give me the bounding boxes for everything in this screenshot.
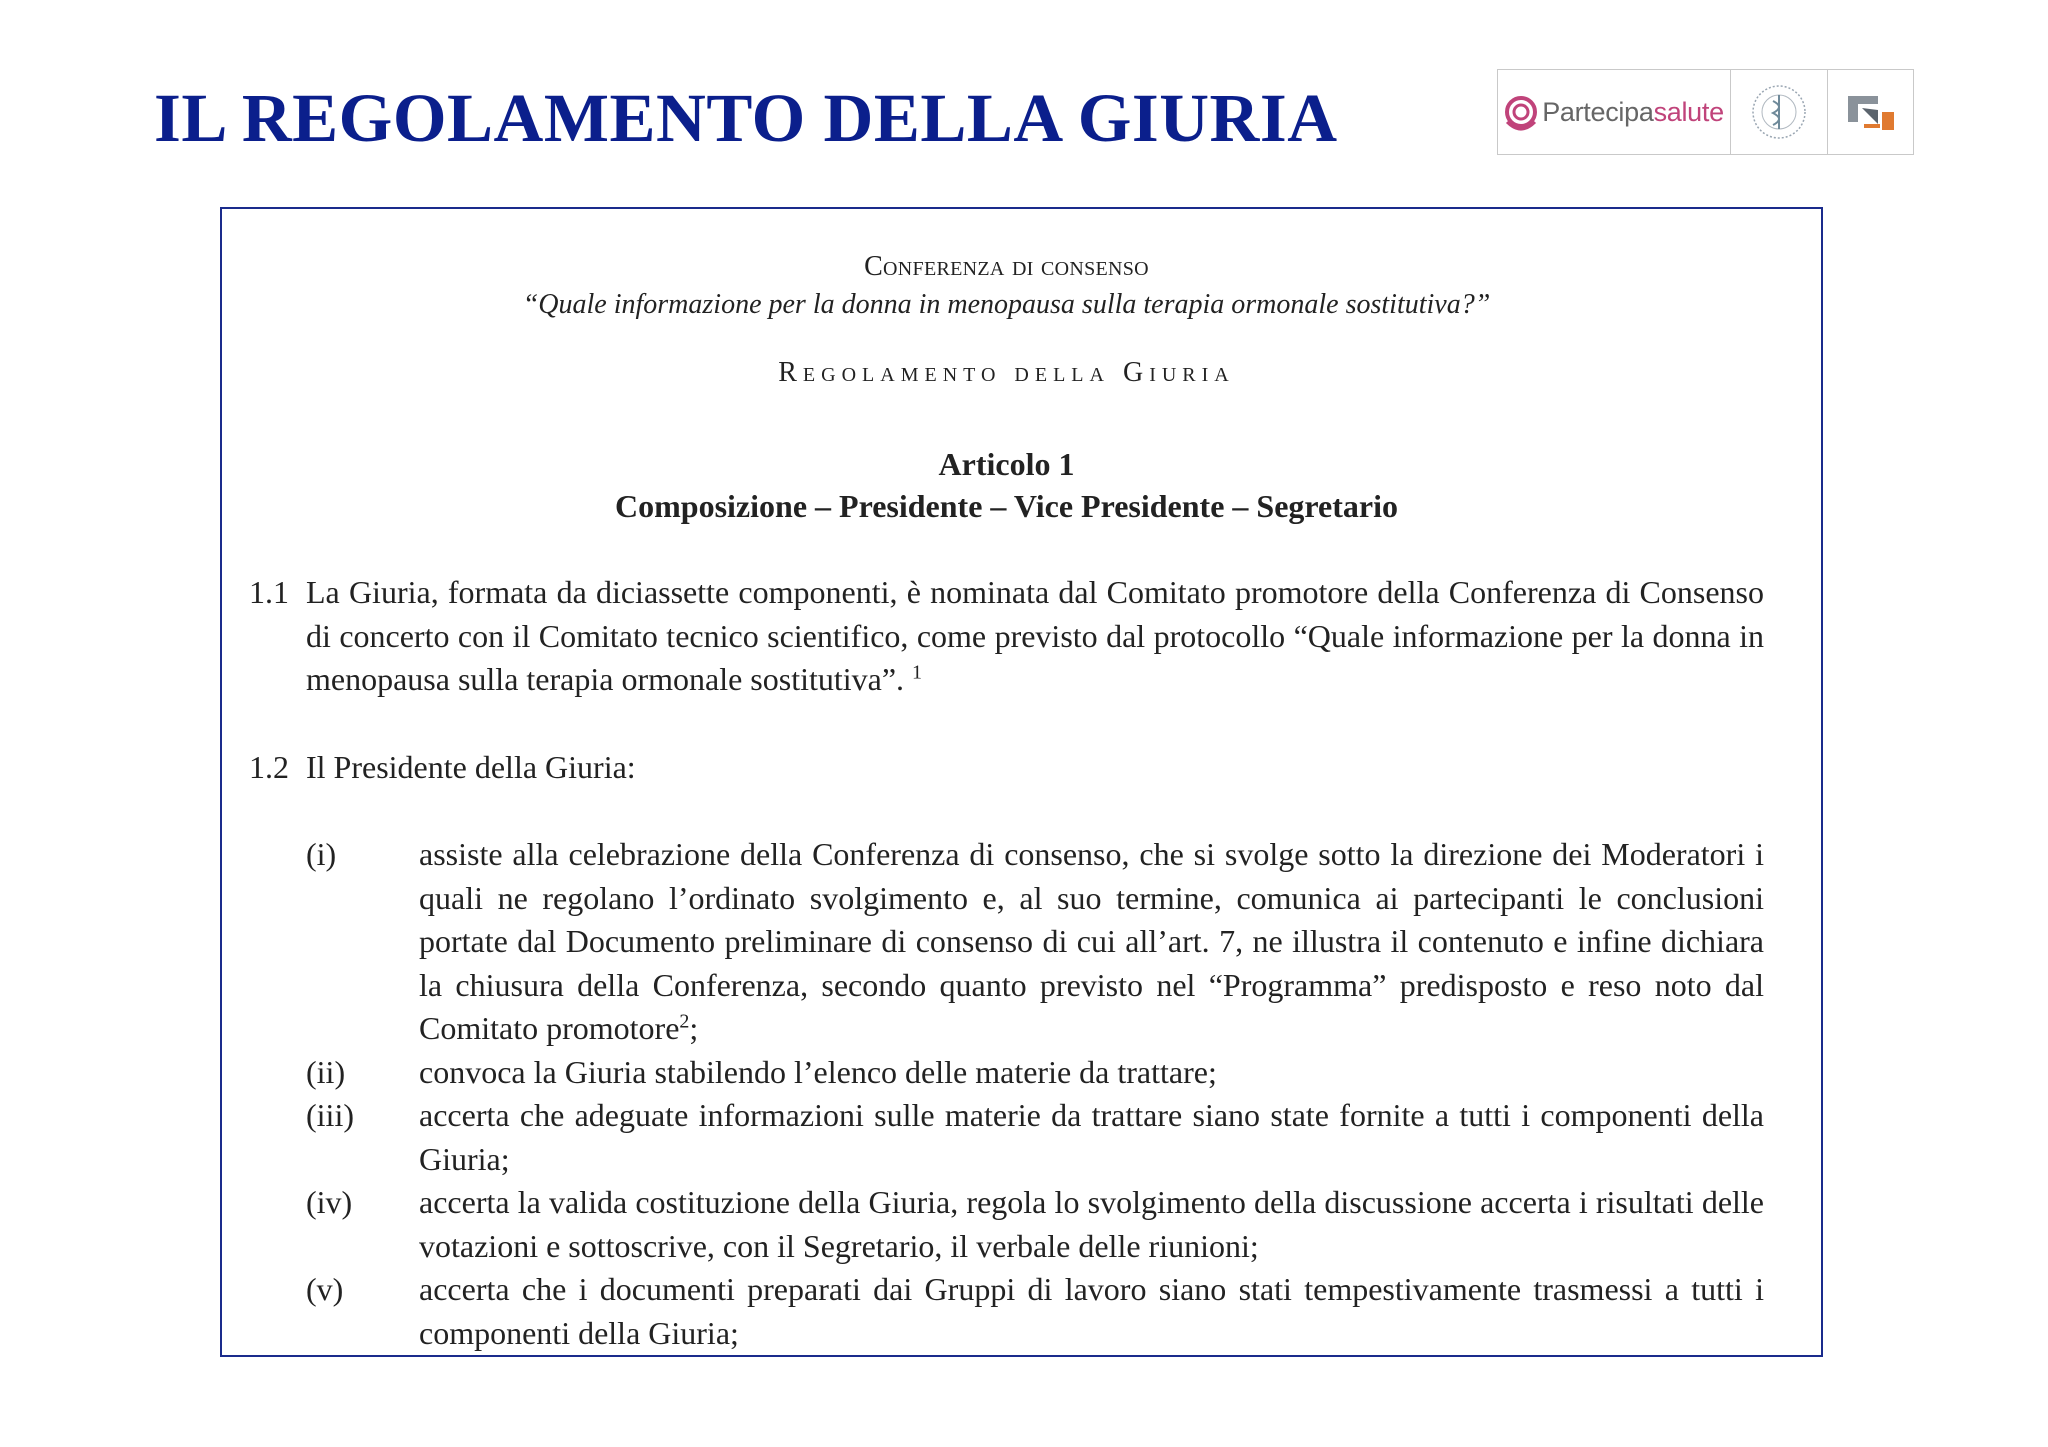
item-text: accerta che i documenti preparati dai Gruppi di lavoro siano stati tempestivamente trasmessi a tutti i componenti della Giuria; (419, 1271, 1764, 1351)
clause-text: Il Presidente della Giuria: (306, 748, 636, 785)
clause-1-2 (249, 746, 1764, 790)
list-item (306, 1268, 1764, 1355)
item-text: accerta la valida costituzione della Giuria, regola lo svolgimento della discussione accerta i risultati delle votazioni e sottoscrive, con il Segretario, il verbale delle riunioni; (419, 1184, 1764, 1264)
snlg-logo-icon (1827, 70, 1913, 154)
list-item (306, 833, 1764, 1051)
item-number: (iii) (306, 1097, 354, 1133)
list-item (306, 1051, 1764, 1095)
footnote-marker: 2 (679, 1010, 690, 1033)
president-duties-list (306, 833, 1764, 1355)
clause-number: 1.1 (249, 574, 289, 610)
article-title: Articolo 1 (938, 446, 1075, 482)
footnote-marker: 1 (912, 661, 923, 684)
clause-number: 1.2 (249, 748, 289, 785)
iss-seal-icon (1730, 70, 1827, 154)
clause-1-1 (249, 571, 1764, 702)
logo-strip (1497, 69, 1914, 155)
item-text: convoca la Giuria stabilendo l’elenco delle materie da trattare; (419, 1053, 1217, 1090)
item-number: (v) (306, 1271, 344, 1307)
clause-text: La Giuria, formata da diciassette componenti, è nominata dal Comitato promotore della Conferenza di Consenso di concerto con il Comitato tecnico scientifico, come previsto dal protocollo “Quale informazione per la donna in menopausa sulla terapia ormonale sostitutiva”. $^1$ (306, 574, 1764, 697)
partecipasalute-swirl-icon (1504, 92, 1538, 132)
slide-title: IL REGOLAMENTO DELLA GIURIA (154, 80, 1338, 156)
conference-subtitle: “Quale informazione per la donna in menopausa sulla terapia ormonale sostitutiva?” (522, 289, 1491, 320)
article-subtitle: Composizione – Presidente – Vice Presidente – Segretario (615, 488, 1398, 524)
list-item (306, 1094, 1764, 1181)
partecipasalute-wordmark: Partecipasalute (1542, 96, 1724, 127)
list-item (306, 1181, 1764, 1268)
item-number: (ii) (306, 1053, 346, 1090)
item-text: assiste alla celebrazione della Conferenza di consenso, che si svolge sotto la direzione dei Moderatori i quali ne regolano l’ordinato svolgimento e, al suo termine, comunica ai partecipanti le conclusioni portate dal Documento preliminare di consenso di cui all’art. 7, ne illustra il contenuto e infine dichiara la chiusura della Conferenza, secondo quanto previsto nel “Programma” predisposto e reso noto dal Comitato promotore$^2$; (419, 836, 1764, 1046)
item-number: (i) (306, 836, 337, 872)
item-text: accerta che adeguate informazioni sulle materie da trattare siano state fornite a tutti i componenti della Giuria; (419, 1097, 1764, 1177)
conference-heading: Conferenza di consenso (864, 251, 1149, 282)
partecipasalute-logo (1498, 70, 1730, 154)
document-excerpt (220, 207, 1823, 1357)
regulation-heading: Regolamento della Giuria (778, 357, 1235, 388)
item-number: (iv) (306, 1184, 353, 1220)
